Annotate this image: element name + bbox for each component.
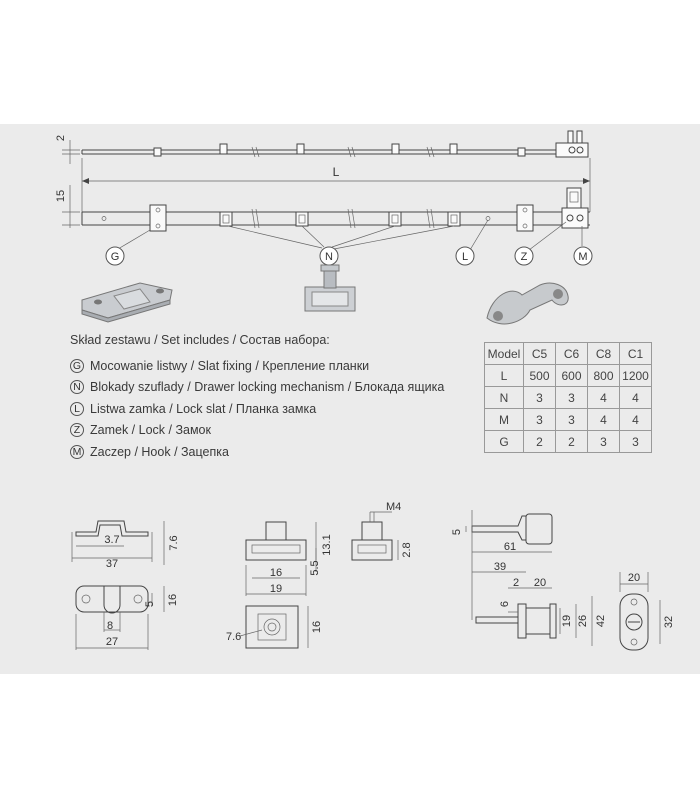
legend-text: Listwa zamka / Lock slat / Планка замка — [90, 401, 317, 416]
dim-z-6: 6 — [499, 600, 511, 608]
dim-z-42: 42 — [595, 614, 607, 628]
table-cell: 4 — [620, 387, 652, 409]
table-row — [485, 431, 652, 453]
table-header-cell: C5 — [524, 343, 556, 365]
rail-assembly — [82, 131, 588, 157]
callout-z — [515, 247, 533, 265]
legend-badge: G — [70, 359, 84, 373]
dim-z-39: 39 — [493, 561, 507, 573]
table-cell: 3 — [588, 431, 620, 453]
table-header-cell: C1 — [620, 343, 652, 365]
table-cell: 2 — [524, 431, 556, 453]
dim-n-7-6: 7.6 — [226, 631, 242, 643]
table-cell: 2 — [556, 431, 588, 453]
drawer-lock-drawing — [226, 501, 413, 648]
drawer-lock-illustration — [305, 265, 355, 311]
legend-text: Zamek / Lock / Замок — [90, 423, 211, 438]
svg-text:G: G — [110, 251, 120, 263]
dim-g-3-7: 3.7 — [104, 534, 120, 546]
svg-text:N: N — [325, 251, 333, 263]
dim-n-2-8: 2.8 — [401, 542, 413, 558]
dim-n-13-1: 13.1 — [321, 534, 333, 556]
dim-n-m4: M4 — [386, 501, 402, 513]
table-cell: 3 — [524, 409, 556, 431]
table-header-cell: C8 — [588, 343, 620, 365]
lock-slat-assembly — [82, 188, 590, 231]
dim-n-16: 16 — [269, 567, 283, 579]
table-cell: 4 — [588, 387, 620, 409]
hook-face-drawing — [620, 572, 675, 650]
slat-fixing-illustration — [82, 283, 172, 322]
dim-z-5: 5 — [451, 528, 463, 536]
table-row — [485, 365, 652, 387]
table-cell: 500 — [524, 365, 556, 387]
slat-fixing-drawing — [72, 521, 180, 650]
dim-n-19: 19 — [269, 583, 283, 595]
model-spec-table — [484, 342, 652, 453]
table-cell: 800 — [588, 365, 620, 387]
dim-z-2: 2 — [512, 577, 520, 589]
dim-n-5-5: 5.5 — [309, 560, 321, 576]
dim-z-19: 19 — [561, 614, 573, 628]
legend-item-m — [70, 441, 444, 463]
kit-contents-legend — [70, 333, 444, 463]
dim-g-16: 16 — [167, 593, 179, 607]
lock-drawing — [451, 510, 607, 646]
legend-text: Mocowanie listwy / Slat fixing / Крепление планки — [90, 358, 370, 373]
legend-badge: L — [70, 402, 84, 416]
dim-g-7-6: 7.6 — [168, 535, 180, 551]
legend-badge: N — [70, 380, 84, 394]
svg-text:M: M — [578, 251, 588, 263]
legend-text: Zaczep / Hook / Зацепка — [90, 444, 229, 459]
table-header-cell: C6 — [556, 343, 588, 365]
dim-z-61: 61 — [503, 541, 517, 553]
table-row — [485, 409, 652, 431]
table-row — [485, 387, 652, 409]
dim-m-20: 20 — [627, 572, 641, 584]
table-header-cell: Model — [485, 343, 524, 365]
callout-l — [456, 247, 474, 265]
table-cell: 3 — [556, 409, 588, 431]
legend-item-z — [70, 420, 444, 442]
dim-bar-height: 15 — [55, 189, 67, 203]
dim-n-16-bottom: 16 — [311, 620, 323, 634]
table-cell: 3 — [620, 431, 652, 453]
table-cell: L — [485, 365, 524, 387]
table-cell: G — [485, 431, 524, 453]
dim-z-26: 26 — [577, 614, 589, 628]
dim-g-37: 37 — [105, 558, 119, 570]
svg-text:Z: Z — [520, 251, 528, 263]
legend-text: Blokady szuflady / Drawer locking mechanism / Блокада ящика — [90, 380, 445, 395]
legend-title: Skład zestawu / Set includes / Состав набора: — [70, 333, 330, 347]
table-header-row — [485, 343, 652, 365]
legend-badge: M — [70, 445, 84, 459]
legend-badge: Z — [70, 423, 84, 437]
table-cell: 4 — [588, 409, 620, 431]
table-cell: 3 — [556, 387, 588, 409]
table-cell: M — [485, 409, 524, 431]
legend-item-g — [70, 355, 444, 377]
table-cell: 600 — [556, 365, 588, 387]
table-cell: N — [485, 387, 524, 409]
dim-rail-height: 2 — [55, 134, 67, 142]
dim-g-5: 5 — [144, 600, 156, 608]
dim-g-27: 27 — [105, 636, 119, 648]
dim-z-20: 20 — [533, 577, 547, 589]
legend-item-n — [70, 377, 444, 399]
callout-n — [320, 247, 338, 265]
table-cell: 3 — [524, 387, 556, 409]
table-cell: 4 — [620, 409, 652, 431]
hook-illustration — [487, 283, 568, 324]
legend-item-l — [70, 398, 444, 420]
dim-g-8: 8 — [106, 620, 114, 632]
dim-m-32: 32 — [663, 615, 675, 629]
dim-length: L — [332, 165, 340, 179]
callout-g — [106, 247, 124, 265]
svg-text:L: L — [461, 251, 469, 263]
callout-m — [574, 247, 592, 265]
table-cell: 1200 — [620, 365, 652, 387]
